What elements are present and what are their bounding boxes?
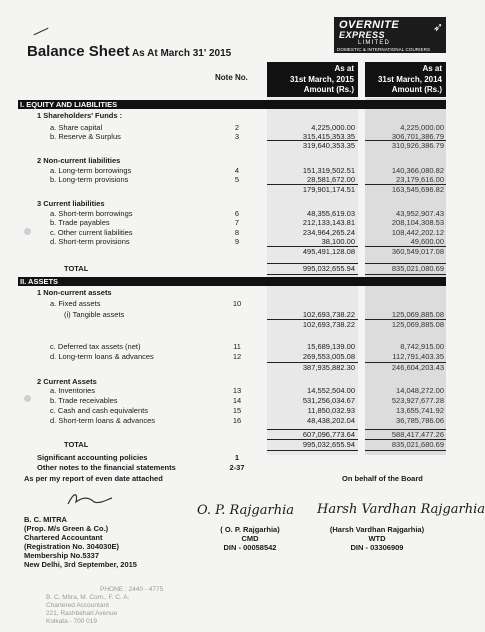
row-note: 13 <box>232 386 242 395</box>
section-equity-liabilities: I. EQUITY AND LIABILITIES <box>18 100 446 109</box>
logo-tagline: DOMESTIC & INTERNATIONAL COURIERS <box>337 47 431 52</box>
logo-text-2: EXPRESS <box>339 30 386 40</box>
wtd-din: DIN - 03306909 <box>350 543 404 552</box>
title-main: Balance Sheet <box>27 43 130 60</box>
subtotal-line <box>267 184 358 185</box>
subtotal-line <box>267 246 358 247</box>
row-label: b. Reserve & Surplus <box>50 132 121 141</box>
row-note: 12 <box>232 352 242 361</box>
row-label: b. Trade payables <box>50 218 110 227</box>
stamp-title: Chartered Accountant <box>46 602 109 609</box>
total-line <box>267 439 358 440</box>
pen-mark <box>34 28 49 36</box>
subtotal-line <box>365 362 446 363</box>
value-2015: 28,581,672.00 <box>307 175 355 184</box>
row-label: c. Other current liabilities <box>50 228 133 237</box>
row-note: 4 <box>234 166 240 175</box>
page-title <box>27 43 231 60</box>
section-assets: II. ASSETS <box>18 277 446 286</box>
cmd-role: CMD <box>241 534 259 543</box>
auditor-membership: Membership No.5337 <box>24 551 100 560</box>
row-label: (i) Tangible assets <box>64 310 125 319</box>
row-label: c. Cash and cash equivalents <box>50 406 148 415</box>
value-2014: 208,104,308.53 <box>391 218 444 227</box>
subtotal-line <box>267 429 358 430</box>
value-2015: 14,552,504.00 <box>307 386 355 395</box>
total-line <box>365 439 446 440</box>
auditor-stamp <box>46 586 163 626</box>
row-label: d. Short-term provisions <box>50 237 130 246</box>
value-2015: 4,225,000.00 <box>311 123 355 132</box>
col2-h3: Amount (Rs.) <box>391 85 442 94</box>
value-2014: 125,069,885.08 <box>391 320 444 329</box>
value-2015: 179,901,174.51 <box>302 185 355 194</box>
col1-h2: 31st March, 2015 <box>289 74 354 84</box>
row-label: 2 Non-current liabilities <box>37 156 121 165</box>
value-2015: 995,032,655.94 <box>302 264 355 273</box>
col-2014-header <box>365 62 446 97</box>
value-2014: 163,545,696.82 <box>391 185 444 194</box>
row-label: a. Long-term borrowings <box>50 166 132 175</box>
total-line <box>365 263 446 264</box>
report-line: As per my report of even date attached <box>24 474 163 483</box>
subtotal-line <box>365 319 446 320</box>
value-2014: 108,442,202.12 <box>391 228 444 237</box>
value-2014: 246,604,203.43 <box>391 363 444 372</box>
subtotal-line <box>267 140 358 141</box>
row-note: 10 <box>232 299 242 308</box>
value-2014: 523,927,677.28 <box>391 396 444 405</box>
col-2015-header <box>267 62 358 97</box>
subtotal-line <box>365 140 446 141</box>
total-line <box>267 263 358 264</box>
value-2015: 234,964,265.24 <box>302 228 355 237</box>
value-2014: 43,952,907.43 <box>396 209 444 218</box>
logo-text-3: LIMITED <box>358 40 391 46</box>
value-2015: 38,100.00 <box>321 237 355 246</box>
col2-h1: As at <box>422 64 442 73</box>
subtotal-line <box>365 429 446 430</box>
logo-text-1: OVERNITE <box>339 19 400 31</box>
row-note: 5 <box>234 175 240 184</box>
row-note: 16 <box>232 416 242 425</box>
col1-h3: Amount (Rs.) <box>303 85 354 94</box>
row-label: a. Share capital <box>50 123 103 132</box>
value-2014: 140,366,080.82 <box>391 166 444 175</box>
stamp-name: B. C. Mitra, M. Com., F. C. A. <box>46 594 130 601</box>
board-line: On behalf of the Board <box>342 474 423 483</box>
auditor-title: Chartered Accountant <box>24 533 103 542</box>
value-2014: 360,549,017.08 <box>391 247 444 256</box>
value-2014: 310,926,386.79 <box>391 141 444 150</box>
total-line <box>365 450 446 451</box>
cmd-name: ( O. P. Rajgarhia) <box>220 525 280 534</box>
row-note: 6 <box>234 209 240 218</box>
value-2015: 387,935,882.30 <box>302 363 355 372</box>
value-2015: 531,256,034.67 <box>302 396 355 405</box>
row-label: TOTAL <box>64 440 89 449</box>
wtd-role: WTD <box>368 534 386 543</box>
stamp-city: Kolkata - 700 019 <box>46 618 97 625</box>
value-2015: 315,415,353.35 <box>302 132 355 141</box>
value-2014: 36,785,786.06 <box>396 416 444 425</box>
row-label: b. Trade receivables <box>50 396 118 405</box>
value-2014: 125,069,885.08 <box>391 310 444 319</box>
row-note: 8 <box>234 228 240 237</box>
value-2014: 588,417,477.26 <box>391 430 444 439</box>
row-label: d. Short-term loans & advances <box>50 416 156 425</box>
row-label: a. Short-term borrowings <box>50 209 133 218</box>
value-2015: 269,553,005.08 <box>302 352 355 361</box>
value-2015: 495,491,128.08 <box>302 247 355 256</box>
cmd-block <box>200 525 300 552</box>
row-label: 2 Current Assets <box>37 377 97 386</box>
row-note: 15 <box>232 406 242 415</box>
value-2015: 319,640,353.35 <box>302 141 355 150</box>
value-2014: 8,742,915.00 <box>400 342 444 351</box>
wtd-block <box>312 525 442 552</box>
wtd-name: (Harsh Vardhan Rajgarhia) <box>329 525 425 534</box>
auditor-name: B. C. MITRA <box>24 515 67 524</box>
value-2014: 4,225,000.00 <box>400 123 444 132</box>
row-note: 2 <box>234 123 240 132</box>
col1-h1: As at <box>334 64 354 73</box>
col2-h2: 31st March, 2014 <box>377 74 442 84</box>
row-label: 1 Non-current assets <box>37 288 112 297</box>
policies-label: Significant accounting policies <box>37 453 148 462</box>
other-notes-note: 2-37 <box>229 463 245 472</box>
value-2014: 835,021,680.69 <box>391 440 444 449</box>
value-2015: 995,032,655.94 <box>302 440 355 449</box>
subtotal-line <box>267 319 358 320</box>
row-label: d. Long-term loans & advances <box>50 352 154 361</box>
row-note: 7 <box>234 218 240 227</box>
auditor-place-date: New Delhi, 3rd September, 2015 <box>24 560 137 569</box>
row-note: 11 <box>233 342 241 351</box>
value-2014: 14,048,272.00 <box>396 386 444 395</box>
value-2014: 13,655,741.92 <box>396 406 444 415</box>
subtotal-line <box>267 362 358 363</box>
value-2014: 835,021,080.69 <box>391 264 444 273</box>
total-line <box>267 274 358 275</box>
value-2014: 49,600.00 <box>410 237 444 246</box>
auditor-signature <box>64 488 114 510</box>
value-2014: 112,791,403.35 <box>392 352 444 361</box>
stamp-address: 221, Rashbehari Avenue <box>46 610 118 617</box>
title-sub: As At March 31' 2015 <box>129 48 232 59</box>
value-2015: 102,693,738.22 <box>302 310 355 319</box>
row-label: c. Deferred tax assets (net) <box>50 342 141 351</box>
value-2015: 48,438,202.04 <box>307 416 355 425</box>
value-2015: 15,689,139.00 <box>307 342 355 351</box>
auditor-block <box>24 515 137 569</box>
company-logo <box>334 17 446 53</box>
bird-icon: ➶ <box>432 20 443 34</box>
row-label: TOTAL <box>64 264 89 273</box>
value-2015: 48,355,619.03 <box>307 209 355 218</box>
row-note: 9 <box>234 237 240 246</box>
row-label: a. Fixed assets <box>50 299 101 308</box>
note-header: Note No. <box>215 73 248 82</box>
wtd-signature: Harsh Vardhan Rajgarhia <box>317 502 485 517</box>
value-2014: 23,179,616.00 <box>396 175 444 184</box>
row-label: 1 Shareholders' Funds : <box>37 111 123 120</box>
stamp-phone: PHONE : 2440 - 4775 <box>100 586 164 593</box>
cmd-din: DIN - 00058542 <box>223 543 277 552</box>
punch-hole <box>24 228 31 235</box>
value-2015: 212,133,143.81 <box>302 218 355 227</box>
row-label: a. Inventories <box>50 386 96 395</box>
cmd-signature: O. P. Rajgarhia <box>197 503 294 518</box>
subtotal-line <box>365 184 446 185</box>
other-notes-label: Other notes to the financial statements <box>37 463 176 472</box>
value-2015: 11,850,032.93 <box>307 406 355 415</box>
auditor-firm: (Prop. M/s Green & Co.) <box>24 524 109 533</box>
value-2014: 306,701,386.79 <box>391 132 444 141</box>
value-2015: 607,096,773.64 <box>302 430 355 439</box>
policies-note: 1 <box>234 453 240 462</box>
value-2015: 151,319,502.51 <box>302 166 355 175</box>
row-note: 14 <box>232 396 242 405</box>
punch-hole <box>24 395 31 402</box>
row-label: 3 Current liabilities <box>37 199 105 208</box>
value-2015: 102,693,738.22 <box>302 320 355 329</box>
subtotal-line <box>365 246 446 247</box>
row-label: b. Long-term provisions <box>50 175 129 184</box>
auditor-registration: (Registration No. 304030E) <box>24 542 120 551</box>
total-line <box>365 274 446 275</box>
row-note: 3 <box>234 132 240 141</box>
total-line <box>267 450 358 451</box>
